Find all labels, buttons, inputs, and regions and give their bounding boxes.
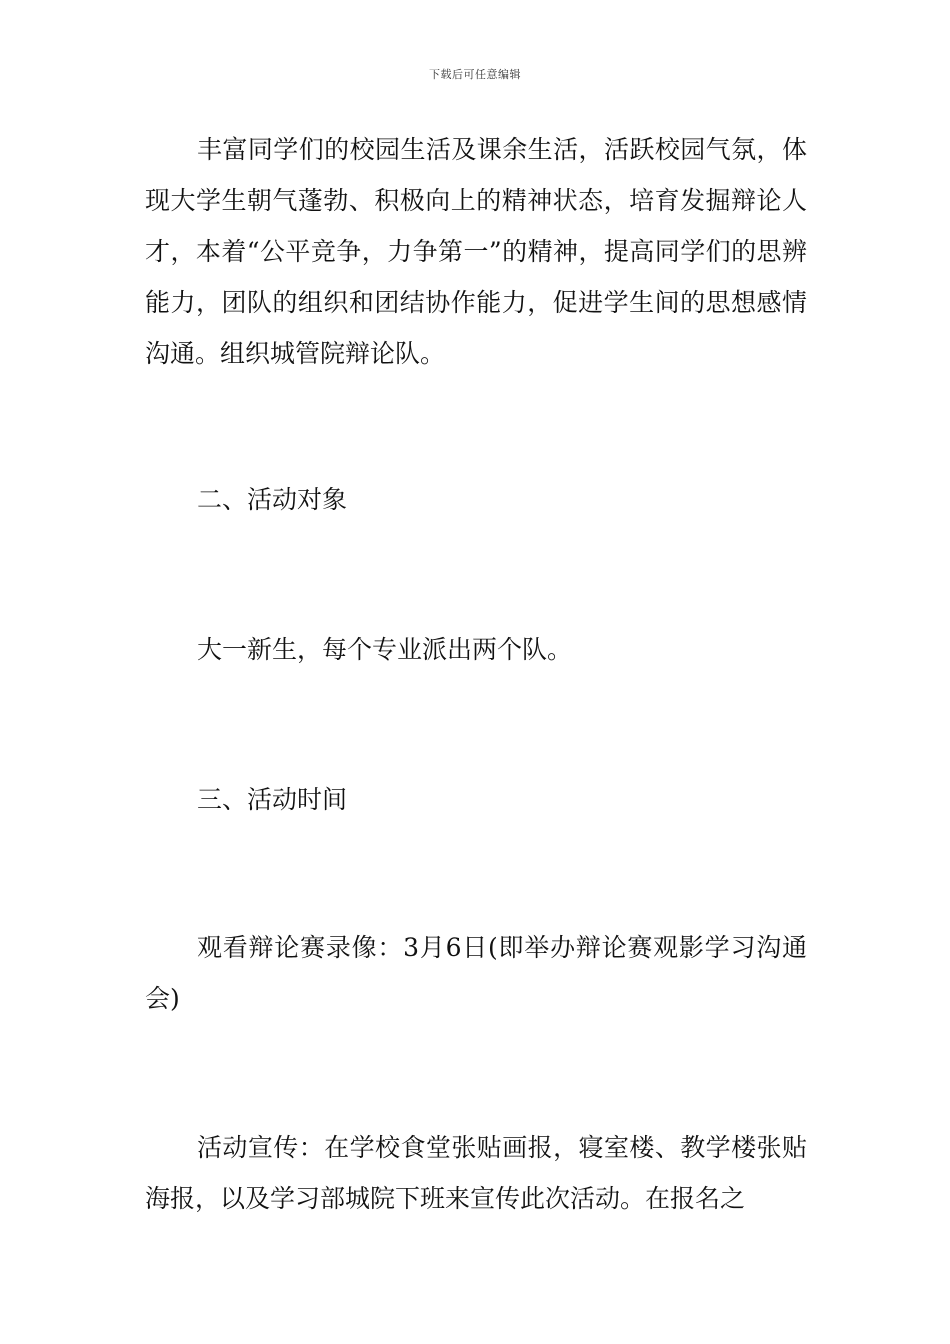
section-heading-participants: 二、活动对象 <box>197 485 348 514</box>
paragraph-publicity: 活动宣传：在学校食堂张贴画报，寝室楼、教学楼张贴海报，以及学习部城院下班来宣传此次活动。在报名之 <box>145 1133 807 1213</box>
paragraph-participants: 大一新生，每个专业派出两个队。 <box>197 635 573 664</box>
header-note: 下载后可任意编辑 <box>429 68 521 81</box>
paragraph-purpose: 丰富同学们的校园生活及课余生活，活跃校园气氛，体现大学生朝气蓬勃、积极向上的精神状态，培育发掘辩论人才，本着“公平竞争，力争第一”的精神，提高同学们的思辨能力，团队的组织和团结协作能力，促进学生间的思想感情沟通。组织城管院辩论队。 <box>145 135 807 368</box>
section-heading-time: 三、活动时间 <box>197 785 348 814</box>
paragraph-video-viewing: 观看辩论赛录像：3月6日(即举办辩论赛观影学习沟通会) <box>145 933 807 1013</box>
